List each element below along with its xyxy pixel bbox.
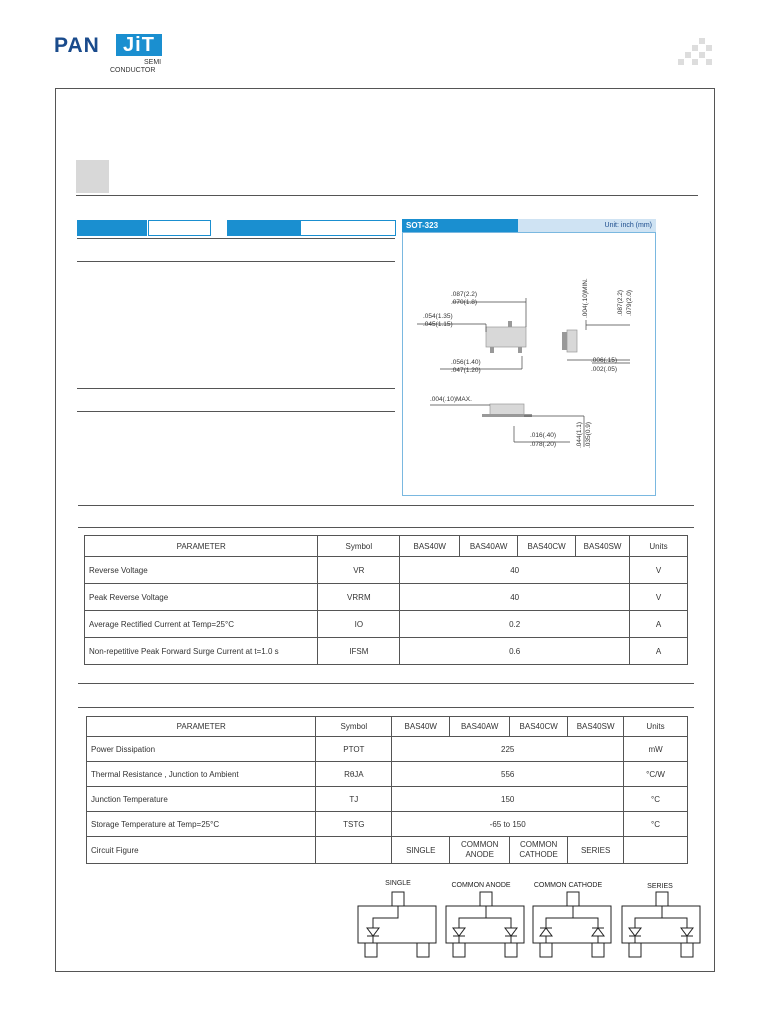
symbol-cell: RθJA xyxy=(316,762,392,787)
value-cell: 0.6 xyxy=(400,638,630,665)
value-cell: 150 xyxy=(392,787,624,812)
param-cell: Peak Reverse Voltage xyxy=(85,584,318,611)
symbol-cell: IO xyxy=(318,611,400,638)
param-cell: Reverse Voltage xyxy=(85,557,318,584)
unit-cell: V xyxy=(630,557,688,584)
table-row xyxy=(87,787,688,812)
table-row xyxy=(85,638,688,665)
param-cell: Power Dissipation xyxy=(87,737,316,762)
characteristics-table xyxy=(86,716,688,864)
unit-cell: V xyxy=(630,584,688,611)
single-diode-circuit xyxy=(358,892,436,957)
table-header: Units xyxy=(630,536,688,557)
table-row xyxy=(85,557,688,584)
logo-jit-text: JiT xyxy=(116,34,162,56)
spec-field-1 xyxy=(148,220,211,236)
table-header-row xyxy=(85,536,688,557)
param-cell: Thermal Resistance , Junction to Ambient xyxy=(87,762,316,787)
package-name: SOT-323 xyxy=(402,219,518,232)
divider xyxy=(77,411,395,412)
circuit-label-single: SINGLE xyxy=(385,880,411,887)
symbol-cell: TJ xyxy=(316,787,392,812)
unit-cell: mW xyxy=(624,737,688,762)
table-row xyxy=(87,737,688,762)
param-cell: Storage Temperature at Temp=25°C xyxy=(87,812,316,837)
unit-cell xyxy=(624,837,688,864)
table-header: BAS40SW xyxy=(576,536,630,557)
logo-subtitle xyxy=(110,59,196,75)
param-cell: Non-repetitive Peak Forward Surge Current at t=1.0 s xyxy=(85,638,318,665)
dim-label-vertical: .004(.10)MIN. xyxy=(582,278,589,318)
table-row xyxy=(87,762,688,787)
unit-cell: °C xyxy=(624,812,688,837)
table-header: BAS40CW xyxy=(510,717,568,737)
common-anode-circuit xyxy=(446,892,524,957)
dim-label: .078(.20) xyxy=(530,441,557,448)
table-header: PARAMETER xyxy=(85,536,318,557)
symbol-cell: VR xyxy=(318,557,400,584)
divider xyxy=(77,388,395,389)
unit-cell: A xyxy=(630,611,688,638)
unit-cell: °C/W xyxy=(624,762,688,787)
logo-pan-text: PAN xyxy=(54,34,100,57)
table-row xyxy=(87,837,688,864)
package-unit: Unit: inch (mm) xyxy=(604,222,652,229)
dim-label: .045(1.15) xyxy=(423,321,453,328)
dim-label-vertical: .079(2.0) xyxy=(626,289,633,316)
symbol-cell: TSTG xyxy=(316,812,392,837)
dim-label: .047(1.20) xyxy=(451,367,481,374)
section-divider xyxy=(78,683,694,684)
param-cell: Average Rectified Current at Temp=25°C xyxy=(85,611,318,638)
table-header: BAS40AW xyxy=(450,717,510,737)
section-divider xyxy=(78,707,694,708)
symbol-cell: VRRM xyxy=(318,584,400,611)
value-cell: 40 xyxy=(400,584,630,611)
circuit-cell: COMMON ANODE xyxy=(450,837,510,864)
table-header-row xyxy=(87,717,688,737)
param-cell: Junction Temperature xyxy=(87,787,316,812)
dim-label-vertical: .044(1.1) xyxy=(576,421,583,448)
dim-label: .002(.05) xyxy=(591,366,618,373)
table-header: BAS40CW xyxy=(518,536,576,557)
logo-conductor-text: CONDUCTOR xyxy=(110,67,156,74)
param-cell: Circuit Figure xyxy=(87,837,316,864)
dim-label: .070(1.8) xyxy=(451,299,478,306)
circuit-cell: SERIES xyxy=(568,837,624,864)
value-cell: 0.2 xyxy=(400,611,630,638)
table-row xyxy=(87,812,688,837)
spec-field-2 xyxy=(300,220,396,236)
divider xyxy=(77,238,395,239)
table-header: Symbol xyxy=(318,536,400,557)
circuit-cell: COMMON CATHODE xyxy=(510,837,568,864)
table-row xyxy=(85,611,688,638)
value-cell: 225 xyxy=(392,737,624,762)
series-circuit xyxy=(622,892,700,957)
value-cell: 40 xyxy=(400,557,630,584)
value-cell: 556 xyxy=(392,762,624,787)
section-divider xyxy=(78,505,694,506)
dim-label: .087(2.2) xyxy=(451,291,478,298)
dim-label: .016(.40) xyxy=(530,432,557,439)
logo-semi-text: SEMI xyxy=(144,59,162,66)
table-header: BAS40SW xyxy=(568,717,624,737)
title-divider xyxy=(76,195,698,196)
table-header: Units xyxy=(624,717,688,737)
spec-tab-2 xyxy=(227,220,300,236)
dim-label: .004(.10)MAX. xyxy=(430,396,472,403)
table-header: BAS40AW xyxy=(460,536,518,557)
circuit-cell: SINGLE xyxy=(392,837,450,864)
table-row xyxy=(85,584,688,611)
value-cell: -65 to 150 xyxy=(392,812,624,837)
unit-cell: °C xyxy=(624,787,688,812)
max-ratings-table xyxy=(84,535,688,665)
spec-tab-1 xyxy=(77,220,147,236)
symbol-cell: PTOT xyxy=(316,737,392,762)
table-header: Symbol xyxy=(316,717,392,737)
circuit-diagrams xyxy=(355,890,705,960)
package-outline-drawing xyxy=(402,232,656,496)
dim-label: .006(.15) xyxy=(591,357,618,364)
table-header: PARAMETER xyxy=(87,717,316,737)
symbol-cell: IFSM xyxy=(318,638,400,665)
symbol-cell xyxy=(316,837,392,864)
dim-label: .054(1.35) xyxy=(423,313,453,320)
unit-cell: A xyxy=(630,638,688,665)
section-divider xyxy=(78,527,694,528)
dim-label-vertical: .087(2.2) xyxy=(617,289,624,316)
title-placeholder xyxy=(76,160,109,193)
dim-label: .056(1.40) xyxy=(451,359,481,366)
dim-label-vertical: .035(0.9) xyxy=(585,421,592,448)
circuit-label-series: SERIES xyxy=(647,883,673,890)
divider xyxy=(77,261,395,262)
table-header: BAS40W xyxy=(392,717,450,737)
circuit-label-common-anode: COMMON ANODE xyxy=(451,882,511,889)
table-header: BAS40W xyxy=(400,536,460,557)
circuit-label-common-cathode: COMMON CATHODE xyxy=(533,882,603,889)
common-cathode-circuit xyxy=(533,892,611,957)
